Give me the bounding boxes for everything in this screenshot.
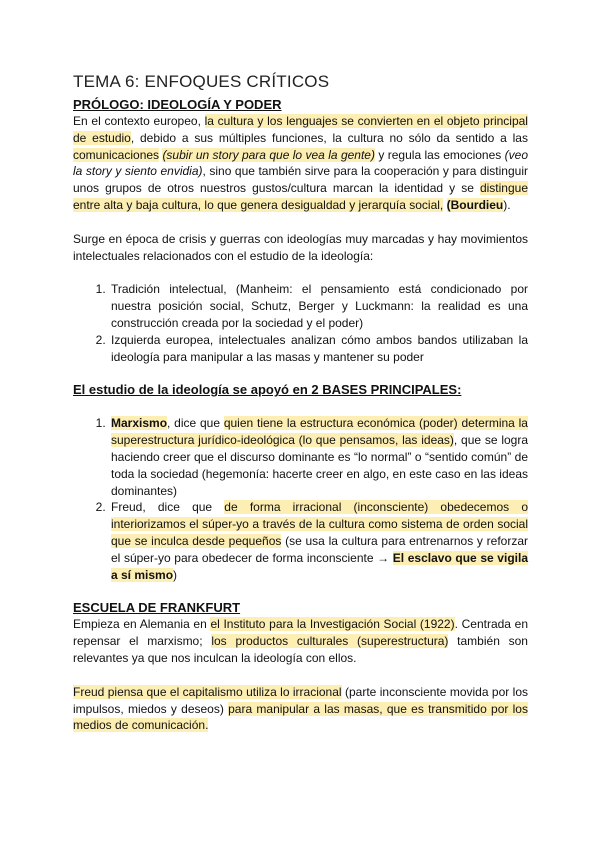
highlight-run: distingue entre alta y baja cultura, lo que genera desigualdad y jerarquía social, xyxy=(73,181,529,212)
text-run: , debido a sus múltiples funciones, la cultura no sólo da sentido a las xyxy=(130,130,528,145)
highlight-run xyxy=(162,148,375,162)
text-run: , que se logra haciendo creer que el discurso dominante es “lo normal” o “sentido común” de toda la sociedad (hegemonía: hacerte creer en algo, en este caso en las ideas dominantes) xyxy=(111,433,529,498)
spacer xyxy=(73,365,528,382)
highlight-run: quien tiene la estructura económica (poder) determina la superestructura jurídico-ideológica (lo que pensamos, las ideas) xyxy=(111,416,528,448)
section-heading-frankfurt: ESCUELA DE FRANKFURT xyxy=(73,600,241,616)
highlight-run: el Instituto para la Investigación Social (1922) xyxy=(210,617,455,632)
prologo-paragraph-2: Surge en época de crisis y guerras con ideologías muy marcadas y hay movimientos intelectuales relacionados con el estudio de la ideología: xyxy=(73,231,528,263)
highlight-run: los productos culturales (superestructura) xyxy=(211,634,449,649)
highlight-run: Freud piensa que el capitalismo utiliza lo irracional xyxy=(73,684,342,699)
highlight-run: la cultura y los lenguajes se convierten en el objeto principal de estudio xyxy=(73,114,528,145)
document-page xyxy=(73,72,528,734)
frankfurt-paragraph-1 xyxy=(73,616,528,666)
highlight-run: de forma irracional (inconsciente) obedecemos o interiorizamos el súper-yo a través de la cultura como sistema de orden social que se inculca desde pequeños xyxy=(111,500,528,548)
spacer xyxy=(73,398,528,415)
spacer xyxy=(73,214,528,231)
italic-run: (veo la story y siento envidia) xyxy=(73,147,528,179)
text-run: En el contexto europeo, xyxy=(73,114,201,128)
bases-list xyxy=(73,415,528,583)
highlight-run: para manipular a las masas, que es transmitido por los medios de comunicación. xyxy=(73,701,528,733)
bold-run: (Bourdieu xyxy=(446,197,504,212)
frankfurt-paragraph-2 xyxy=(73,684,528,734)
text-run: y regula las emociones xyxy=(378,147,502,162)
section-heading-prologo: PRÓLOGO: IDEOLOGÍA Y PODER xyxy=(73,97,282,112)
text-run: Empieza en Alemania en xyxy=(73,617,207,632)
prologo-paragraph-1 xyxy=(73,113,528,214)
section-heading-bases: El estudio de la ideología se apoyó en 2 BASES PRINCIPALES: xyxy=(73,382,462,398)
list-item: 2. Izquierda europea, intelectuales analizan cómo ambos bandos utilizaban la ideología para manipular a las masas y mantener su poder xyxy=(109,332,528,366)
text-run: (se usa la cultura para entrenarnos y reforzar el súper-yo para obedecer de forma inconsciente → xyxy=(111,533,528,565)
text-run: Freud, dice que xyxy=(111,500,213,515)
bold-run: Marxismo xyxy=(111,416,168,431)
text-run: ) xyxy=(173,567,178,582)
text-run: . Centrada en repensar el marxismo; xyxy=(73,617,528,649)
italic-run: (subir un story para que lo vea la gente) xyxy=(162,147,375,162)
spacer xyxy=(73,667,528,684)
page-title: TEMA 6: ENFOQUES CRÍTICOS xyxy=(73,72,330,91)
bold-run: El esclavo que se vigila a sí mismo xyxy=(111,550,528,582)
highlight-run: comunicaciones xyxy=(73,147,160,162)
text-run: , dice que xyxy=(167,416,221,431)
spacer xyxy=(73,264,528,281)
spacer xyxy=(73,583,528,600)
list-item xyxy=(109,415,528,499)
prologo-list xyxy=(73,281,528,365)
text-run: ). xyxy=(503,197,511,212)
text-run: (parte inconsciente movida por los impulsos, miedos y deseos) xyxy=(73,684,528,716)
text-run: , sino que también sirve para la cooperación y para distinguir unos grupos de otros nuestros gustos/cultura marcan la identidad y se xyxy=(73,164,528,196)
text-run: también son relevantes ya que nos inculcan la ideología con ellos. xyxy=(73,634,528,665)
list-item xyxy=(109,499,528,583)
list-item: 1. Tradición intelectual, (Manheim: el pensamiento está condicionado por nuestra posición social, Schutz, Berger y Luckmann: la realidad es una construcción creada por la sociedad y el poder) xyxy=(109,281,528,331)
